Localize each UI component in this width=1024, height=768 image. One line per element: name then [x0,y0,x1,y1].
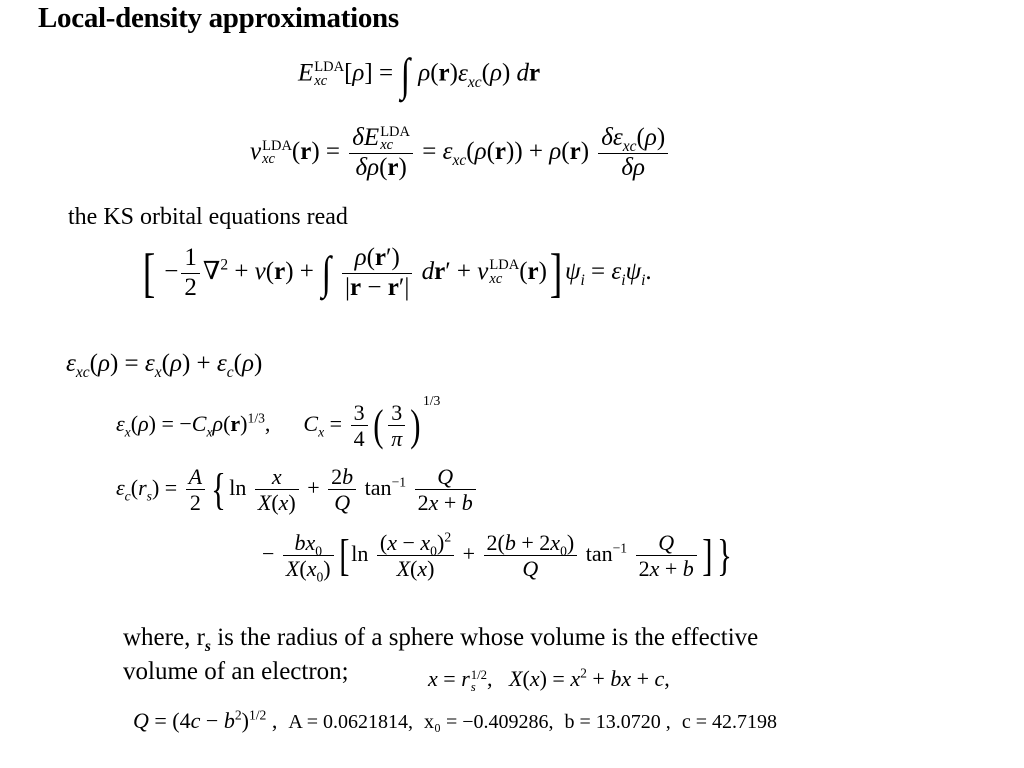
equation-exchange: $\varepsilon_x(\rho) = -C_x\rho(r)^{1/3}$, $C_x$ = $\frac{3}{4}$ ( $\frac{3}{\pi}$ )$^{1/3}$ [116,392,441,452]
equation-correlation-line2: − $\frac{bx_0}{X(x_0)}$ [ln $\frac{(x - x_0)^2}{X(x)}$ + $\frac{2(b + 2x_0)}{Q}$ $\tan^{-1}$ $\frac{Q}{2x + b}$ ] } [262,529,733,585]
equation-ks-orbital: [ − $\frac{1}{2}$ ∇$^2$ + v(r) + ∫ $\frac{\rho(r')}{|r - r'|}$ dr′ + v LDA xc (r)] $\psi_i = \varepsilon_i\psi_i$. [142,243,652,304]
equation-x-definitions: x = r 1/2 s , $X(x) = x^2$ + bx + c, [428,665,670,694]
equation-q-constants [133,708,777,734]
equation-q: $Q = (4c - b^2)^{1/2}$ , [133,707,278,733]
where-text-prefix: where, r [123,624,205,651]
constant-b: b = 13.0720 , [564,711,671,733]
where-text-line1 [123,624,759,655]
where-text-subscript: s [204,638,211,655]
intro-text: the KS orbital equations read [68,204,348,230]
equation-vxc-lda: v LDA xc (r) = δE LDA xc δρ(r) = $\varepsilon_{xc}(\rho(r)) + \rho(r)$ $\frac{\delta\varepsilon_{xc}(\rho)}{\delta\rho}$ [250,124,671,183]
where-text-line2: volume of an electron; [123,658,349,685]
where-text-rest: is the radius of a sphere whose volume is the effective [210,624,759,651]
constant-c: c = 42.7198 [681,711,777,733]
equation-exc-split: $\varepsilon_{xc}(\rho) = \varepsilon_x(\rho) + \varepsilon_c(\rho)$ [66,350,263,381]
slide-title: Local-density approximations [38,2,399,34]
equation-exc-lda: E LDA xc [ρ] = ∫ $\rho(r)\varepsilon_{xc}(\rho)$ dr [298,49,541,100]
equation-correlation-line1: $\varepsilon_c(r_s)$ = $\frac{A}{2}$ { ln $\frac{x}{X(x)}$ + $\frac{2b}{Q}$ $\tan^{-1}$ $\frac{Q}{2x + b}$ [116,464,479,516]
constant-x0: x₀ = −0.409286, [424,711,554,733]
constant-a: A = 0.0621814, [288,711,413,733]
